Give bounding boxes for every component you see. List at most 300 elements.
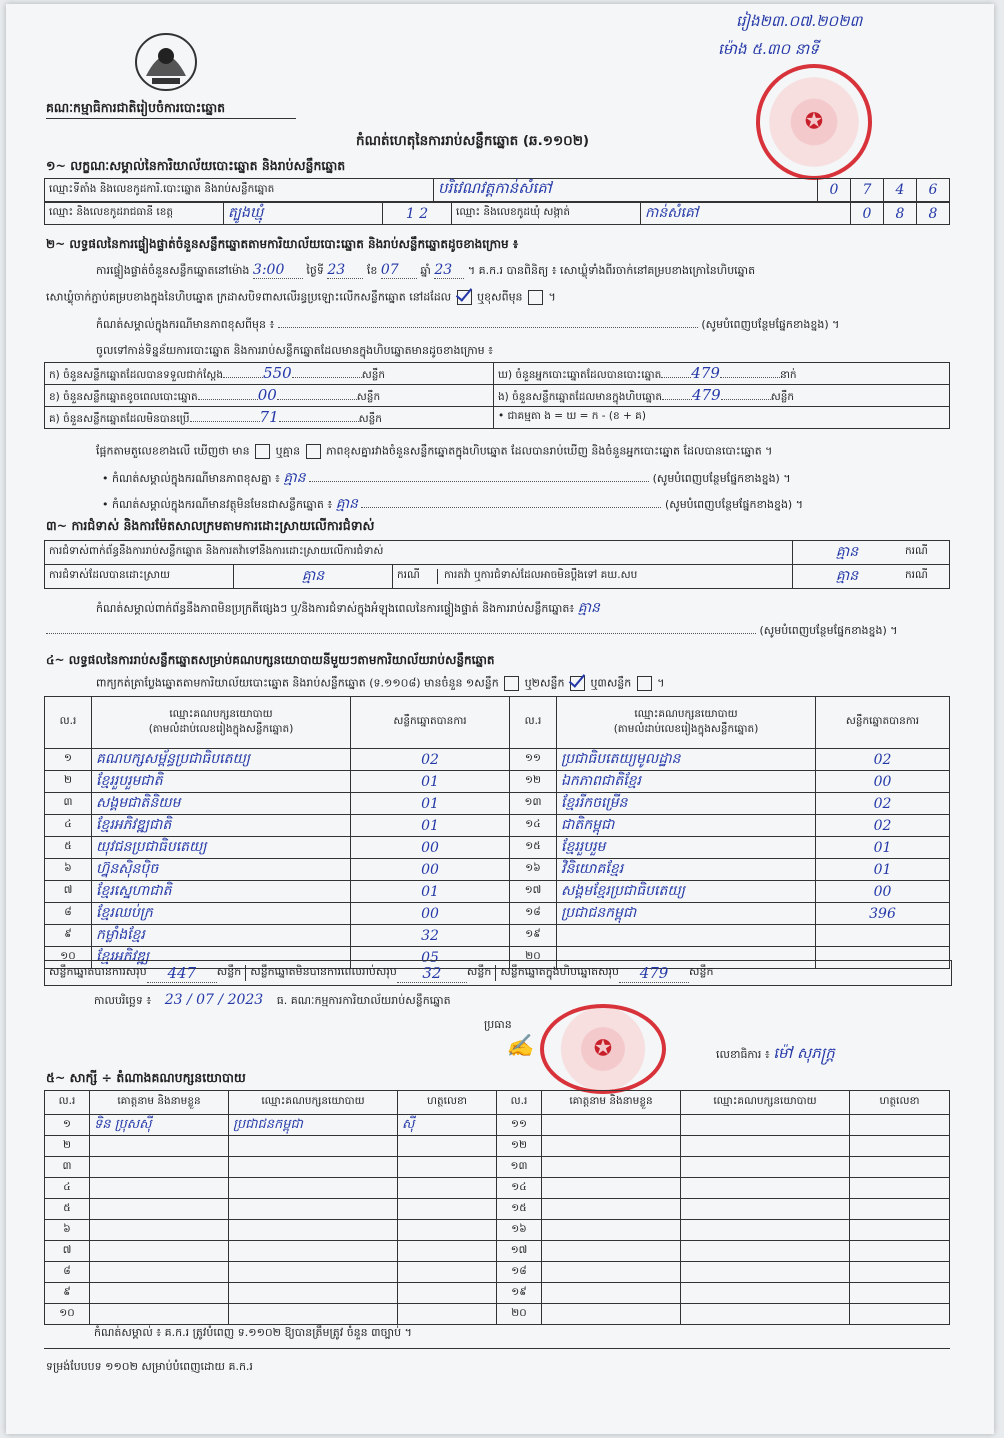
code1-d2: 7: [851, 179, 884, 202]
three-sheet-checkbox[interactable]: [637, 676, 652, 691]
w-right-name: [542, 1262, 681, 1283]
w-left-name-hw: [90, 1136, 229, 1157]
section5-note: កំណត់សម្គាល់ ៖ គ.ក.រ ត្រូវបំពេញ ទ.១១០២ ឱ្យបានត្រឹមត្រូវ ចំនួន ៣ច្បាប់ ។: [94, 1326, 412, 1339]
w-left-no: ៧: [45, 1241, 90, 1262]
right-party-hw: ខ្មែររួបរួម: [557, 837, 816, 859]
right-votes-hw: 02: [816, 815, 950, 837]
total-valid-label: សន្លឹកឆ្នោតបានការសរុប: [49, 965, 147, 978]
objection-note: [96, 598, 600, 619]
section1-title: ១~ លក្ខណៈសម្គាល់នៃការិយាល័យបោះឆ្នោត និងរាប់សន្លឹកឆ្នោត: [46, 158, 346, 173]
right-party-hw: [557, 925, 816, 947]
right-no: ១៤: [510, 815, 557, 837]
month-hw: 07: [381, 262, 417, 279]
witness-row: [45, 1220, 950, 1241]
witness-header-row: [45, 1091, 950, 1115]
one-sheet-checkbox[interactable]: [504, 676, 519, 691]
w-right-no: ១៤: [497, 1178, 542, 1199]
w-left-name-hw: [90, 1220, 229, 1241]
w-right-name: [542, 1283, 681, 1304]
document-sheet: [6, 4, 994, 1434]
left-votes-hw: 01: [351, 793, 510, 815]
code1-d4: 6: [917, 179, 950, 202]
p1-c: ខែ: [366, 264, 378, 277]
section2-para1: [96, 262, 956, 280]
p1-e: ។ គ.ក.រ បានពិនិត្យ ៖ សោឃ្លុំទាំងពីរចាក់នៅគម្របខាងក្រោនៃហិបឆ្នោត: [467, 264, 756, 277]
objection-r1-unit: ករណី: [901, 541, 950, 565]
w-col-name-left: គោត្តនាម និងនាមខ្លួន: [90, 1091, 229, 1115]
p2: សោឃ្លុំចាក់ភ្ជាប់គម្របខាងក្នុងនៃហិបឆ្នោត ក្រដាសបិទពាសលើរន្ធប្រឡោះលើកសន្លឹកឆ្នោត នៅដដែល: [46, 290, 452, 304]
date-hw: 23 / 07 / 2023: [164, 992, 264, 1008]
left-no: ៦: [45, 859, 92, 881]
col-party-left-title: ឈ្មោះគណបក្សនយោបាយ: [169, 707, 273, 720]
bullet2-label: • កំណត់សម្គាល់ក្នុងករណីមានវត្ថុមិនមែនជាសន្លឹកឆ្នោត ៖: [102, 498, 333, 511]
compare-line: [96, 444, 772, 461]
w-left-name-hw: [90, 1304, 229, 1325]
right-party-hw: វិនិយោគខ្មែរ: [557, 859, 816, 881]
votes-row: [45, 903, 950, 925]
note-label: កំណត់សម្គាល់ក្នុងករណីមានភាពខុសពីមុន ៖: [96, 318, 275, 331]
w-right-no: ១៦: [497, 1220, 542, 1241]
right-no: ១៩: [510, 925, 557, 947]
secretary-hw: ម៉ៅ សុភក្ត្រ: [773, 1044, 835, 1062]
count-row-c: [45, 407, 950, 429]
w-right-no: ១៧: [497, 1241, 542, 1262]
p2-opt1: ឬខុសពីមុន: [477, 290, 523, 304]
w-right-sign: [850, 1304, 950, 1325]
left-party-hw: ខ្មែរឈប់ក្រ: [92, 903, 351, 925]
seal-emblem-icon: ✪: [804, 109, 824, 135]
count-row-a: [45, 363, 950, 385]
total-invalid-hw: 32: [397, 964, 467, 983]
witness-row: [45, 1178, 950, 1199]
row-c-label: [45, 407, 494, 429]
w-right-sign: [850, 1283, 950, 1304]
w-left-party-hw: [229, 1283, 398, 1304]
left-party-hw: ខ្មែរអភិវឌ្ឍ: [92, 947, 351, 969]
w-left-name-hw: [90, 1241, 229, 1262]
right-no: ២០: [510, 947, 557, 969]
objection-r1-label: ការជំទាស់ពាក់ព័ន្ធនឹងការរាប់សន្លឹកឆ្នោត និងការតវ៉ាទៅនឹងការដោះស្រាយលើការជំទាស់: [45, 541, 793, 565]
w-left-party-hw: [229, 1199, 398, 1220]
w-right-sign: [850, 1157, 950, 1178]
date-label: កាលបរិច្ឆេទ ៖: [94, 994, 152, 1007]
year-hw: 23: [434, 262, 464, 279]
province-code-hw: 1 2: [383, 203, 452, 225]
ballot-count-table: [44, 362, 950, 429]
left-votes-hw: 01: [351, 881, 510, 903]
section2-para2: សោឃ្លុំចាក់ភ្ជាប់គម្របខាងក្នុងនៃហិបឆ្នោត ក្រដាសបិទពាសលើរន្ធប្រឡោះលើកសន្លឹកឆ្នោត នៅដដែល ឬខុសពីមុន ។: [46, 290, 556, 304]
total-box-unit: សន្លឹក: [689, 965, 714, 978]
w-left-name-hw: ទិន ប្រុសស៊ី: [90, 1115, 229, 1136]
section1-table-row2: [44, 202, 950, 225]
col-party-right-title: ឈ្មោះគណបក្សនយោបាយ: [634, 707, 738, 720]
w-left-sign-hw: [398, 1220, 497, 1241]
w-left-party-hw: [229, 1157, 398, 1178]
compare-c: ភាពខុសគ្នារវាងចំនួនសន្លឹកឆ្នោតក្នុងហិបឆ្នោត ដែលបានរាប់ឃើញ និងចំនួនអ្នកបោះឆ្នោត ដែលបានបោះឆ្នោត ។: [326, 444, 773, 458]
votes-row: [45, 771, 950, 793]
right-no: ១២: [510, 771, 557, 793]
row-d-unit: នាក់: [779, 368, 797, 381]
w-left-no: ៨: [45, 1262, 90, 1283]
w-left-sign-hw: [398, 1283, 497, 1304]
right-no: ១៦: [510, 859, 557, 881]
right-votes-hw: 00: [816, 881, 950, 903]
w-left-name-hw: [90, 1199, 229, 1220]
bullet2-tail: (សូមបំពេញបន្ថែមផ្នែកខាងខ្នង) ។: [664, 498, 803, 511]
w-left-name-hw: [90, 1283, 229, 1304]
w-left-name-hw: [90, 1262, 229, 1283]
objection-table: [44, 540, 950, 589]
total-invalid-unit: សន្លឹក: [467, 965, 496, 981]
row-b-text: ខ) ចំនួនសន្លឹកឆ្នោតខូចពេលបោះឆ្នោត: [49, 390, 198, 403]
w-right-party: [681, 1241, 850, 1262]
objection-r2b-label: [393, 565, 793, 589]
row-a-text: ក) ចំនួនសន្លឹកឆ្នោតដែលបានទទួលជាក់ស្តែង: [49, 368, 224, 381]
total-box-hw: 479: [619, 964, 689, 983]
section5-title: ៥~ សាក្សី ÷ តំណាងគណបក្សនយោបាយ: [46, 1070, 246, 1085]
row-e-unit: សន្លឹក: [770, 390, 795, 403]
w-right-no: ១៣: [497, 1157, 542, 1178]
objection-r2b-hw: គ្មាន: [793, 565, 902, 589]
right-votes-hw: 01: [816, 859, 950, 881]
objection-r2b-unit: ករណី: [901, 565, 950, 589]
total-valid-unit: សន្លឹក: [217, 965, 246, 981]
row1-label: ឈ្មោះទីតាំង និងលេខកូដការិ.បោះឆ្នោត និងរាប់សន្លឹកឆ្នោត: [45, 179, 434, 202]
s4-opt3: ឬ៣សន្លឹក: [590, 676, 632, 690]
left-party-hw: សង្គមជាតិនិយម: [92, 793, 351, 815]
w-left-no: ២: [45, 1136, 90, 1157]
w-left-no: ៥: [45, 1199, 90, 1220]
col-votes-right: សន្លឹកឆ្នោតបានការ: [816, 697, 950, 749]
chair-label: ប្រធាន: [484, 1018, 512, 1031]
has-diff-checkbox[interactable]: [255, 444, 270, 459]
total-invalid-label: សន្លឹកឆ្នោតមិនបានការពេលរាប់សរុប: [250, 965, 397, 978]
col-votes-left: សន្លឹកឆ្នោតបានការ: [351, 697, 510, 749]
objection-r2-label: ការជំទាស់ដែលបានដោះស្រាយ: [45, 565, 234, 589]
bullet1-hw: គ្មាន: [283, 470, 306, 486]
left-votes-hw: 00: [351, 837, 510, 859]
province-hw: ត្បូងឃ្មុំ: [224, 203, 383, 225]
code2-d2: 8: [884, 203, 917, 225]
compare-a: ផ្អែកតាមតួលេខខាងលើ ឃើញថា មាន: [96, 444, 250, 458]
s4-opt2: ឬ២សន្លឹក: [524, 676, 565, 690]
time-hw: 3:00: [253, 262, 303, 279]
left-votes-hw: 01: [351, 771, 510, 793]
left-votes-hw: 00: [351, 859, 510, 881]
right-votes-hw: 02: [816, 749, 950, 771]
w-right-sign: [850, 1241, 950, 1262]
right-no: ១៧: [510, 881, 557, 903]
w-right-name: [542, 1304, 681, 1325]
w-left-party-hw: [229, 1136, 398, 1157]
left-no: ៤: [45, 815, 92, 837]
w-col-sign-left: ហត្ថលេខា: [398, 1091, 497, 1115]
formula-cell: • ជាគម្មតា ង = ឃ = ក - (ខ + គ): [494, 407, 950, 429]
w-col-name-right: គោត្តនាម និងនាមខ្លួន: [542, 1091, 681, 1115]
row-a-unit: សន្លឹក: [361, 368, 386, 381]
note-dots: [278, 327, 698, 328]
note-line: [96, 318, 956, 334]
objection-note-label: កំណត់សម្គាល់ពាក់ព័ន្ធនឹងភាពមិនប្រក្រតីផ្សេងៗ ឬ/និងការជំទាស់ក្នុងអំឡុងពេលនៃការផ្ទៀងផ្ទាត់ និងការរាប់សន្លឹកឆ្នោត៖: [96, 602, 575, 615]
w-left-sign-hw: ស៊ី: [398, 1115, 497, 1136]
w-left-sign-hw: [398, 1136, 497, 1157]
votes-row: [45, 881, 950, 903]
w-right-name: [542, 1199, 681, 1220]
w-right-name: [542, 1241, 681, 1262]
left-party-hw: ខ្មែរអភិវឌ្ឍជាតិ: [92, 815, 351, 837]
w-col-no-right: ល.រ: [497, 1091, 542, 1115]
section2-title: ២~ លទ្ធផលនៃការផ្ទៀងផ្ទាត់ចំនួនសន្លឹកឆ្នោតតាមការិយាល័យបោះឆ្នោត និងរាប់សន្លឹកឆ្នោតដូចខាងក្រោម ៖: [46, 237, 519, 251]
bullet1-tail: (សូមបំពេញបន្ថែមផ្នែកខាងខ្នង) ។: [652, 472, 791, 485]
row-e-value-hw: 479: [692, 385, 721, 404]
row-e-label: [494, 385, 950, 407]
w-right-name: [542, 1157, 681, 1178]
no-diff-checkbox[interactable]: [306, 444, 321, 459]
doc-title: កំណត់ហេតុនៃការរាប់សន្លឹកឆ្នោត (ឆ.១១០២): [356, 133, 590, 149]
org-name: គណៈកម្មាធិការជាតិរៀបចំការបោះឆ្នោត: [46, 100, 226, 115]
w-right-party: [681, 1115, 850, 1136]
two-sheet-checkbox[interactable]: [570, 676, 585, 691]
right-no: ១៥: [510, 837, 557, 859]
w-right-sign: [850, 1115, 950, 1136]
row-d-value-hw: 479: [691, 363, 720, 382]
bullet2-line: [102, 494, 962, 515]
w-right-party: [681, 1262, 850, 1283]
left-party-hw: កម្លាំងខ្មែរ: [92, 925, 351, 947]
bullet2-hw: គ្មាន: [335, 496, 358, 512]
col-no-right: ល.រ: [510, 697, 557, 749]
right-no: ១៣: [510, 793, 557, 815]
row-c-text: គ) ចំនួនសន្លឹកឆ្នោតដែលមិនបានប្រើ: [49, 412, 190, 425]
right-party-hw: ខ្មែររីកចម្រើន: [557, 793, 816, 815]
chair-signature-hw: ✍: [506, 1034, 534, 1059]
w-right-party: [681, 1199, 850, 1220]
day-hw: 23: [327, 262, 363, 279]
w-left-no: ១០: [45, 1304, 90, 1325]
objection-r1-hw: គ្មាន: [793, 541, 902, 565]
p1-a: ការផ្ទៀងផ្ទាត់ចំនួនសន្លឹកឆ្នោតនៅម៉ោង: [96, 264, 250, 277]
section4-title: ៤~ លទ្ធផលនៃការរាប់សន្លឹកឆ្នោតសម្រាប់គណបក្សនយោបាយនីមួយៗតាមការិយាល័យរាប់សន្លឹកឆ្នោត: [46, 653, 495, 667]
w-right-no: ១២: [497, 1136, 542, 1157]
col-no-left: ល.រ: [45, 697, 92, 749]
col-party-right: [557, 697, 816, 749]
votes-row: [45, 925, 950, 947]
w-right-no: ២០: [497, 1304, 542, 1325]
secretary-line: [716, 1044, 835, 1066]
right-party-hw: ជាតិកម្ពុជា: [557, 815, 816, 837]
objection-note-hw: គ្មាន: [577, 600, 600, 616]
w-left-no: ៩: [45, 1283, 90, 1304]
row-c-value-hw: 71: [259, 407, 279, 426]
s4-intro-text: ពាក្យកត់ត្រាប្លែងឆ្នោតតាមការិយាល័យបោះឆ្នោត និងរាប់សន្លឹកឆ្នោត (ទ.១១០៨) មានចំនួន ១សន្លឹក: [96, 676, 499, 690]
row2-label: ឈ្មោះ និងលេខកូដរាជធានី ខេត្ត: [45, 203, 224, 225]
left-votes-hw: 01: [351, 815, 510, 837]
left-no: ២: [45, 771, 92, 793]
row-d-label: [494, 363, 950, 385]
section1-table: [44, 178, 950, 202]
w-right-party: [681, 1304, 850, 1325]
right-votes-hw: 00: [816, 771, 950, 793]
w-left-sign-hw: [398, 1304, 497, 1325]
changed-checkbox[interactable]: [528, 290, 543, 305]
code2-d1: 0: [851, 203, 884, 225]
w-right-name: [542, 1178, 681, 1199]
row-a-label: [45, 363, 494, 385]
left-votes-hw: 32: [351, 925, 510, 947]
witness-row: [45, 1262, 950, 1283]
w-right-name: [542, 1115, 681, 1136]
w-col-no-left: ល.រ: [45, 1091, 90, 1115]
w-right-party: [681, 1220, 850, 1241]
w-left-name-hw: [90, 1178, 229, 1199]
row-e-text: ង) ចំនួនសន្លឹកឆ្នោតដែលមានក្នុងហិបឆ្នោត: [498, 390, 663, 403]
left-no: ៥: [45, 837, 92, 859]
w-left-sign-hw: [398, 1157, 497, 1178]
commune-label: ឈ្មោះ និងលេខកូដឃុំ សង្កាត់: [452, 203, 641, 225]
left-party-hw: ខ្មែរស្នេហាជាតិ: [92, 881, 351, 903]
seal-bottom-emblem-icon: ✪: [593, 1036, 613, 1062]
received-time-hw: ម៉ោង ៥.៣០ នាទី: [718, 40, 819, 58]
code2-d3: 8: [917, 203, 950, 225]
received-date-hw: រៀង២៣.០៧.២០២៣: [736, 12, 863, 30]
witness-row: [45, 1157, 950, 1178]
left-no: ៣: [45, 793, 92, 815]
left-party-hw: យុវជនប្រជាធិបតេយ្យ: [92, 837, 351, 859]
w-left-party-hw: ប្រជាជនកម្ពុជា: [229, 1115, 398, 1136]
w-right-sign: [850, 1136, 950, 1157]
w-right-party: [681, 1157, 850, 1178]
objection-note-line2: [46, 624, 952, 640]
section4-intro: ពាក្យកត់ត្រាប្លែងឆ្នោតតាមការិយាល័យបោះឆ្នោត និងរាប់សន្លឹកឆ្នោត (ទ.១១០៨) មានចំនួន ១សន្លឹក ឬ២សន្លឹក ឬ៣សន្លឹក ។: [96, 676, 665, 690]
w-left-party-hw: [229, 1304, 398, 1325]
count-row-b: [45, 385, 950, 407]
p1-b: ថ្ងៃទី: [306, 264, 324, 277]
w-left-sign-hw: [398, 1241, 497, 1262]
right-party-hw: ឯកភាពជាតិខ្មែរ: [557, 771, 816, 793]
right-votes-hw: 01: [816, 837, 950, 859]
w-right-name: [542, 1136, 681, 1157]
code1-d3: 4: [884, 179, 917, 202]
left-no: ៩: [45, 925, 92, 947]
col-party-left-sub: (តាមលំដាប់លេខរៀងក្នុងសន្លឹកឆ្នោត): [148, 722, 294, 735]
votes-row: [45, 749, 950, 771]
w-right-no: ១១: [497, 1115, 542, 1136]
left-no: ៨: [45, 903, 92, 925]
witness-row: [45, 1115, 950, 1136]
left-party-hw: ហ្វ៊ុនស៊ិនប៉ិច: [92, 859, 351, 881]
w-right-sign: [850, 1220, 950, 1241]
row-a-value-hw: 550: [263, 363, 292, 382]
row-b-label: [45, 385, 494, 407]
official-seal-bottom: [540, 1004, 666, 1094]
right-no: ១៨: [510, 903, 557, 925]
totals-row: [44, 960, 952, 986]
left-votes-hw: 05: [351, 947, 510, 969]
w-right-party: [681, 1283, 850, 1304]
right-party-hw: សង្គមខ្មែរប្រជាធិបតេយ្យ: [557, 881, 816, 903]
witness-table: [44, 1090, 950, 1325]
w-left-sign-hw: [398, 1262, 497, 1283]
w-right-sign: [850, 1199, 950, 1220]
footer-text: ទម្រង់បែបបទ ១១០២ សម្រាប់បំពេញដោយ គ.ក.រ: [46, 1360, 253, 1373]
objection-r2b-text: ការតវ៉ា ឬការជំទាស់ដែលអាចមិនប្តឹងទៅ គឃ.សប: [444, 569, 638, 581]
total-valid-hw: 447: [147, 964, 217, 983]
votes-row: [45, 837, 950, 859]
w-col-party-left: ឈ្មោះគណបក្សនយោបាយ: [229, 1091, 398, 1115]
col-party-right-sub: (តាមលំដាប់លេខរៀងក្នុងសន្លឹកឆ្នោត): [613, 722, 759, 735]
w-right-party: [681, 1136, 850, 1157]
votes-row: [45, 815, 950, 837]
official-seal-top: [756, 64, 872, 180]
witness-row: [45, 1304, 950, 1325]
w-left-party-hw: [229, 1220, 398, 1241]
commune-hw: កាន់សំគៅ: [641, 203, 851, 225]
w-right-no: ១៥: [497, 1199, 542, 1220]
left-no: ១: [45, 749, 92, 771]
left-party-hw: គណបក្សសម្ព័ន្ធប្រជាធិបតេយ្យ: [92, 749, 351, 771]
nec-emblem-icon: [126, 26, 206, 96]
w-left-party-hw: [229, 1262, 398, 1283]
w-left-no: ១: [45, 1115, 90, 1136]
votes-header-row: [45, 697, 950, 749]
w-left-name-hw: [90, 1157, 229, 1178]
header-rule: [46, 118, 296, 119]
col-party-left: [92, 697, 351, 749]
right-party-hw: ប្រជាជនកម្ពុជា: [557, 903, 816, 925]
w-right-name: [542, 1220, 681, 1241]
station-name-hw: បរិវេណវត្តកាន់សំគៅ: [434, 179, 818, 202]
w-right-no: ១៨: [497, 1262, 542, 1283]
left-votes-hw: 00: [351, 903, 510, 925]
w-left-no: ៣: [45, 1157, 90, 1178]
compare-b: ឬគ្មាន: [275, 444, 301, 458]
witness-row: [45, 1199, 950, 1220]
witness-row: [45, 1241, 950, 1262]
bullet1-line: [102, 468, 962, 489]
w-right-sign: [850, 1262, 950, 1283]
row-d-text: ឃ) ចំនួនអ្នកបោះឆ្នោតដែលបានបោះឆ្នោត: [498, 368, 662, 381]
witness-row: [45, 1136, 950, 1157]
section2-intro: ចូលទៅកាន់ទិន្នន័យការបោះឆ្នោត និងការរាប់សន្លឹកឆ្នោតដែលមានក្នុងហិបឆ្នោតមានដូចខាងក្រោម ៖: [96, 344, 493, 357]
row-c-unit: សន្លឹក: [358, 412, 382, 425]
right-votes-hw: 396: [816, 903, 950, 925]
w-right-no: ១៩: [497, 1283, 542, 1304]
objection-tail: (សូមបំពេញបន្ថែមផ្នែកខាងខ្នង) ។: [759, 624, 898, 637]
total-box-label: សន្លឹកឆ្នោតក្នុងហិបឆ្នោតសរុប: [500, 965, 620, 978]
unchanged-checkbox[interactable]: [457, 290, 472, 305]
votes-row: [45, 859, 950, 881]
footer-rule: [44, 1348, 950, 1349]
row-b-unit: សន្លឹក: [356, 390, 381, 403]
code1-d1: 0: [818, 179, 851, 202]
left-votes-hw: 02: [351, 749, 510, 771]
section3-title: ៣~ ការជំទាស់ និងការម៉ែតសាលក្រមតាមការដោះស្រាយលើការជំទាស់: [46, 518, 375, 533]
w-left-no: ៤: [45, 1178, 90, 1199]
committee-label: ធ. គណៈកម្មការការិយាល័យរាប់សន្លឹកឆ្នោត: [276, 994, 451, 1007]
objection-r2-unit: ករណី: [397, 569, 438, 584]
right-party-hw: ប្រជាធិបតេយ្យមូលដ្ឋាន: [557, 749, 816, 771]
left-no: ៧: [45, 881, 92, 903]
left-no: ១០: [45, 947, 92, 969]
w-left-party-hw: [229, 1241, 398, 1262]
note-tail: (សូមបំពេញបន្ថែមផ្នែកខាងខ្នង) ។: [701, 318, 840, 331]
right-no: ១១: [510, 749, 557, 771]
w-left-sign-hw: [398, 1178, 497, 1199]
right-votes-hw: 02: [816, 793, 950, 815]
w-col-sign-right: ហត្ថលេខា: [850, 1091, 950, 1115]
w-left-party-hw: [229, 1178, 398, 1199]
votes-row: [45, 793, 950, 815]
